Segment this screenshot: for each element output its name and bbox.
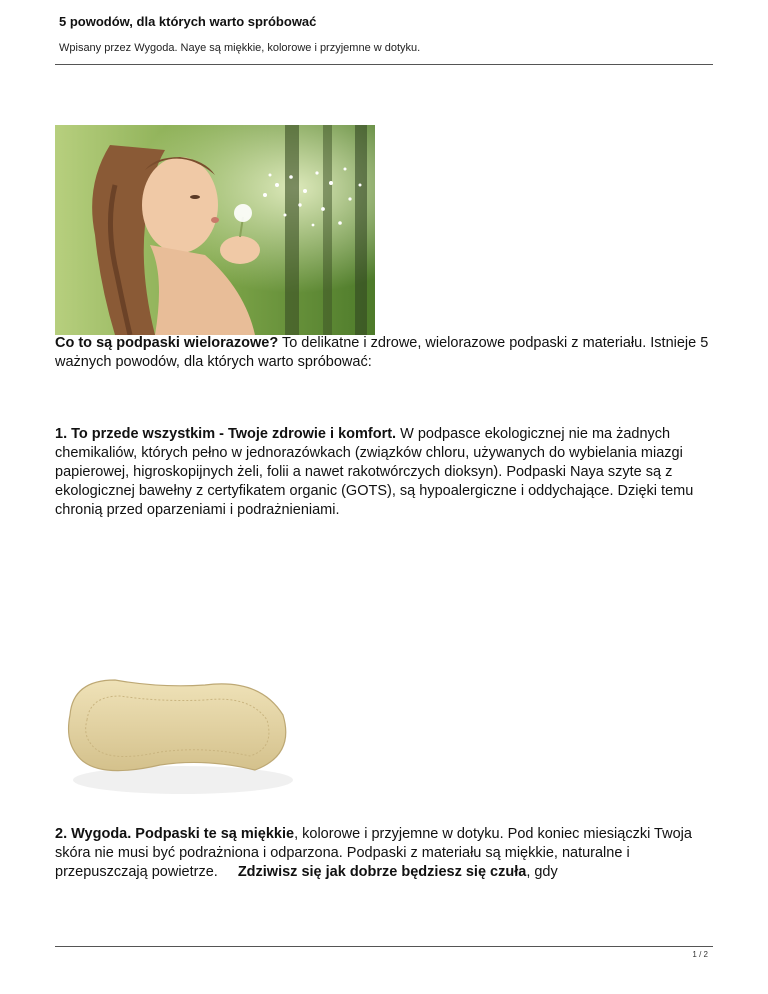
intro-bold: Co to są podpaski wielorazowe? [55, 335, 279, 351]
paragraph-intro [55, 334, 720, 372]
page-title: 5 powodów, dla których warto spróbować [59, 14, 317, 29]
reason-1-bold: 1. To przede wszystkim - Twoje zdrowie i komfort. [55, 426, 397, 442]
pad-photo [55, 640, 305, 815]
reason-2-bold-2: Zdziwisz się jak dobrze będziesz się czuła [237, 864, 527, 880]
reason-2-text: , kolorowe i przyjemne w dotyku. Pod koniec miesiączki Twoja skóra nie musi być podrażniona i odparzona. Podpaski z materiału są miękkie, naturalne i przepuszczają powietrze. [55, 826, 692, 880]
paragraph-reason-2 [55, 825, 720, 882]
dandelion-photo [55, 125, 375, 335]
reason-2-tail: , gdy [526, 864, 558, 880]
header-divider [55, 64, 713, 65]
page-subtitle: Wpisany przez Wygoda. Naye są miękkie, kolorowe i przyjemne w dotyku. [59, 42, 421, 54]
page-number: 1 / 2 [692, 950, 708, 959]
intro-text: To delikatne i zdrowe, wielorazowe podpaski z materiału. Istnieje 5 ważnych powodów, dla których warto spróbować: [55, 335, 709, 370]
footer-divider [55, 946, 713, 947]
reason-1-text: W podpasce ekologicznej nie ma żadnych chemikaliów, których pełno w jednorazówkach (związków chloru, używanych do wybielania miazgi papierowej, higroskopijnych żeli, folii a nawet rakotwórczych dioksyn). Podpaski Naya szyte są z ekologicznej bawełny z certyfikatem organic (GOTS), są hypoalergiczne i oddychające. Dzięki temu chronią przed oparzeniami i podrażnieniami. [55, 426, 694, 518]
paragraph-reason-1 [55, 425, 720, 520]
reason-2-bold: 2. Wygoda. Podpaski te są miękkie [55, 826, 295, 842]
